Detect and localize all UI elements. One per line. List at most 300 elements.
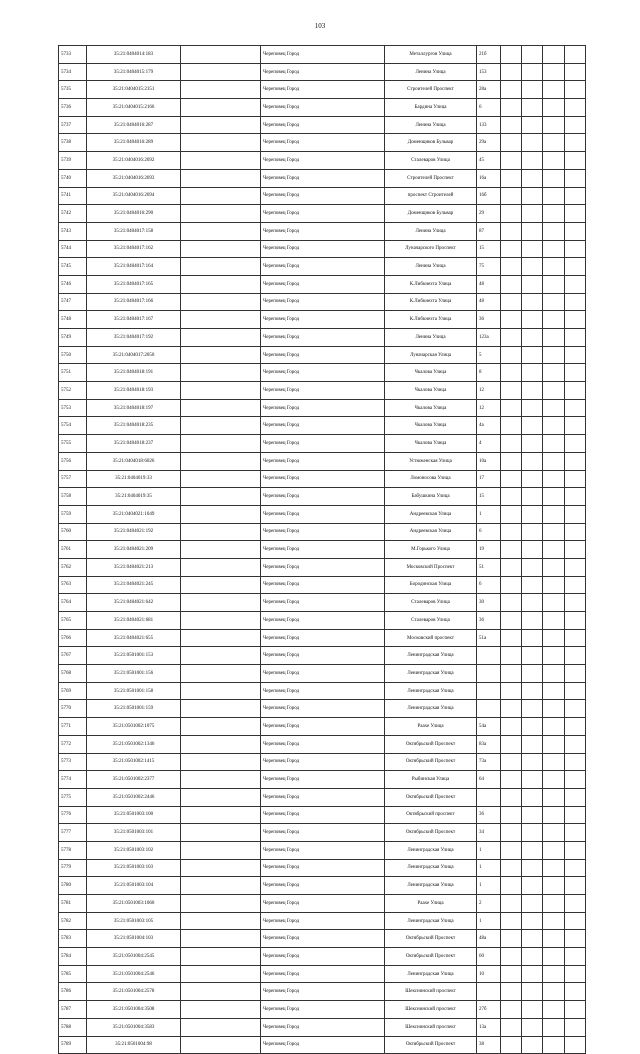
city-name: Череповец Город <box>261 382 385 400</box>
house-number: 51 <box>477 558 501 576</box>
empty-cell <box>181 329 261 347</box>
empty-cell <box>501 329 522 347</box>
empty-cell <box>522 169 543 187</box>
street-name: Московский Проспект <box>385 558 477 576</box>
empty-cell <box>501 63 522 81</box>
city-name: Череповец Город <box>261 81 385 99</box>
empty-cell <box>501 46 522 64</box>
city-name: Череповец Город <box>261 912 385 930</box>
empty-cell <box>543 169 565 187</box>
table-row <box>59 629 586 647</box>
empty-cell <box>565 240 586 258</box>
empty-cell <box>522 63 543 81</box>
table-row <box>59 329 586 347</box>
empty-cell <box>501 346 522 364</box>
empty-cell <box>501 930 522 948</box>
empty-cell <box>565 1036 586 1054</box>
empty-cell <box>543 965 565 983</box>
cadastral-number: 35:21:0404021:642 <box>87 594 181 612</box>
city-name: Череповец Город <box>261 806 385 824</box>
house-number: 45 <box>477 152 501 170</box>
table-row <box>59 169 586 187</box>
table-row <box>59 682 586 700</box>
street-name: Ленинградская Улица <box>385 700 477 718</box>
table-row <box>59 382 586 400</box>
record-number: 5734 <box>59 63 87 81</box>
table-row <box>59 222 586 240</box>
street-name: Луначарского Проспект <box>385 240 477 258</box>
street-name: Шекснинский проспект <box>385 983 477 1001</box>
empty-cell <box>543 594 565 612</box>
record-number: 5780 <box>59 877 87 895</box>
table-row <box>59 275 586 293</box>
record-number: 5749 <box>59 329 87 347</box>
registry-table <box>58 45 586 1054</box>
city-name: Череповец Город <box>261 258 385 276</box>
street-name: К.Либкнехта Улица <box>385 311 477 329</box>
empty-cell <box>181 258 261 276</box>
empty-cell <box>522 912 543 930</box>
empty-cell <box>501 523 522 541</box>
table-row <box>59 930 586 948</box>
cadastral-number: 35:21:0501001:158 <box>87 682 181 700</box>
house-number: 83а <box>477 735 501 753</box>
empty-cell <box>543 983 565 1001</box>
empty-cell <box>501 859 522 877</box>
empty-cell <box>565 382 586 400</box>
empty-cell <box>181 399 261 417</box>
empty-cell <box>522 346 543 364</box>
street-name: Сталеваров Улица <box>385 594 477 612</box>
empty-cell <box>522 541 543 559</box>
house-number: 6 <box>477 576 501 594</box>
empty-cell <box>543 912 565 930</box>
empty-cell <box>565 859 586 877</box>
city-name: Череповец Город <box>261 523 385 541</box>
empty-cell <box>543 222 565 240</box>
empty-cell <box>522 806 543 824</box>
record-number: 5744 <box>59 240 87 258</box>
house-number <box>477 665 501 683</box>
empty-cell <box>565 505 586 523</box>
cadastral-number: 35:21:0501001:153 <box>87 647 181 665</box>
house-number: 1 <box>477 505 501 523</box>
cadastral-number: 35:21:0501003:103 <box>87 859 181 877</box>
empty-cell <box>543 81 565 99</box>
cadastral-number: 35:21:0404017:164 <box>87 258 181 276</box>
empty-cell <box>565 99 586 117</box>
city-name: Череповец Город <box>261 329 385 347</box>
cadastral-number: 35:21:0404017:158 <box>87 222 181 240</box>
record-number: 5777 <box>59 824 87 842</box>
record-number: 5781 <box>59 895 87 913</box>
empty-cell <box>181 965 261 983</box>
empty-cell <box>181 647 261 665</box>
record-number: 5778 <box>59 841 87 859</box>
cadastral-number: 35:21:0404018:237 <box>87 435 181 453</box>
empty-cell <box>181 311 261 329</box>
empty-cell <box>501 558 522 576</box>
empty-cell <box>543 417 565 435</box>
empty-cell <box>522 258 543 276</box>
empty-cell <box>543 700 565 718</box>
record-number: 5779 <box>59 859 87 877</box>
city-name: Череповец Город <box>261 877 385 895</box>
empty-cell <box>543 753 565 771</box>
record-number: 5784 <box>59 948 87 966</box>
empty-cell <box>543 452 565 470</box>
city-name: Череповец Город <box>261 983 385 1001</box>
street-name: Шекснинский проспект <box>385 1018 477 1036</box>
empty-cell <box>522 523 543 541</box>
house-number: 29 <box>477 205 501 223</box>
empty-cell <box>543 116 565 134</box>
empty-cell <box>181 240 261 258</box>
record-number: 5766 <box>59 629 87 647</box>
record-number: 5745 <box>59 258 87 276</box>
cadastral-number: 35:21:0501002:2446 <box>87 788 181 806</box>
cadastral-number: 35:21:0404021:209 <box>87 541 181 559</box>
empty-cell <box>181 682 261 700</box>
record-number: 5787 <box>59 1001 87 1019</box>
empty-cell <box>543 1018 565 1036</box>
empty-cell <box>565 665 586 683</box>
table-row <box>59 541 586 559</box>
empty-cell <box>565 311 586 329</box>
cadastral-number: 35:21:0404016:290 <box>87 205 181 223</box>
house-number <box>477 700 501 718</box>
table-row <box>59 293 586 311</box>
street-name: М.Горького Улица <box>385 541 477 559</box>
empty-cell <box>565 222 586 240</box>
cadastral-number: 35:21:0404017:162 <box>87 240 181 258</box>
empty-cell <box>543 99 565 117</box>
city-name: Череповец Город <box>261 629 385 647</box>
empty-cell <box>501 841 522 859</box>
empty-cell <box>181 753 261 771</box>
table-row <box>59 523 586 541</box>
city-name: Череповец Город <box>261 205 385 223</box>
record-number: 5774 <box>59 771 87 789</box>
cadastral-number: 35:21:0404015:179 <box>87 63 181 81</box>
empty-cell <box>522 948 543 966</box>
empty-cell <box>501 293 522 311</box>
empty-cell <box>522 877 543 895</box>
street-name: Строителей Проспект <box>385 169 477 187</box>
city-name: Череповец Город <box>261 116 385 134</box>
record-number: 5733 <box>59 46 87 64</box>
empty-cell <box>501 81 522 99</box>
empty-cell <box>543 152 565 170</box>
empty-cell <box>565 647 586 665</box>
empty-cell <box>181 841 261 859</box>
record-number: 5758 <box>59 488 87 506</box>
empty-cell <box>501 116 522 134</box>
empty-cell <box>543 647 565 665</box>
empty-cell <box>565 735 586 753</box>
city-name: Череповец Город <box>261 1001 385 1019</box>
empty-cell <box>522 116 543 134</box>
empty-cell <box>501 771 522 789</box>
empty-cell <box>501 488 522 506</box>
cadastral-number: 35:21:0404017:165 <box>87 275 181 293</box>
cadastral-number: 35:21:0404016:2692 <box>87 152 181 170</box>
empty-cell <box>543 930 565 948</box>
empty-cell <box>565 824 586 842</box>
cadastral-number: 35:21:0501004:3508 <box>87 1001 181 1019</box>
empty-cell <box>543 576 565 594</box>
empty-cell <box>565 275 586 293</box>
street-name: Строителей Проспект <box>385 81 477 99</box>
house-number: 13а <box>477 1018 501 1036</box>
record-number: 5770 <box>59 700 87 718</box>
street-name: Чкалова Улица <box>385 399 477 417</box>
empty-cell <box>522 187 543 205</box>
city-name: Череповец Город <box>261 169 385 187</box>
empty-cell <box>181 558 261 576</box>
street-name: Октябрьский проспект <box>385 806 477 824</box>
house-number: 123а <box>477 329 501 347</box>
table-row <box>59 1036 586 1054</box>
empty-cell <box>565 718 586 736</box>
empty-cell <box>501 788 522 806</box>
street-name: Ленина Улица <box>385 258 477 276</box>
house-number: 48 <box>477 275 501 293</box>
house-number: 34 <box>477 824 501 842</box>
cadastral-number: 35:21:0501003:101 <box>87 824 181 842</box>
empty-cell <box>501 134 522 152</box>
house-number: 38 <box>477 1036 501 1054</box>
cadastral-number: 35:21:0404016:2693 <box>87 169 181 187</box>
house-number: 73а <box>477 753 501 771</box>
empty-cell <box>501 1018 522 1036</box>
city-name: Череповец Город <box>261 222 385 240</box>
empty-cell <box>543 134 565 152</box>
house-number: 30 <box>477 594 501 612</box>
empty-cell <box>565 152 586 170</box>
cadastral-number: 35:21:0501004:98 <box>87 1036 181 1054</box>
cadastral-number: 35:21:0404018:6026 <box>87 452 181 470</box>
cadastral-number: 35:21:0404014:183 <box>87 46 181 64</box>
street-name: Устюженская Улица <box>385 452 477 470</box>
empty-cell <box>543 895 565 913</box>
street-name: Ленинградская Улица <box>385 877 477 895</box>
empty-cell <box>543 329 565 347</box>
empty-cell <box>543 682 565 700</box>
empty-cell <box>501 576 522 594</box>
city-name: Череповец Город <box>261 452 385 470</box>
city-name: Череповец Город <box>261 417 385 435</box>
empty-cell <box>501 470 522 488</box>
table-row <box>59 311 586 329</box>
empty-cell <box>543 275 565 293</box>
empty-cell <box>181 859 261 877</box>
house-number: 48а <box>477 930 501 948</box>
empty-cell <box>501 435 522 453</box>
empty-cell <box>543 558 565 576</box>
empty-cell <box>181 806 261 824</box>
table-row <box>59 983 586 1001</box>
cadastral-number: 35:21:0501002:2377 <box>87 771 181 789</box>
table-row <box>59 205 586 223</box>
house-number: 153 <box>477 63 501 81</box>
city-name: Череповец Город <box>261 346 385 364</box>
street-name: Бородинская Улица <box>385 576 477 594</box>
empty-cell <box>543 293 565 311</box>
empty-cell <box>501 895 522 913</box>
house-number: 10 <box>477 965 501 983</box>
empty-cell <box>522 629 543 647</box>
empty-cell <box>501 258 522 276</box>
empty-cell <box>522 382 543 400</box>
empty-cell <box>522 435 543 453</box>
house-number: 133 <box>477 116 501 134</box>
house-number: 48 <box>477 293 501 311</box>
empty-cell <box>181 930 261 948</box>
empty-cell <box>522 311 543 329</box>
empty-cell <box>181 771 261 789</box>
city-name: Череповец Город <box>261 99 385 117</box>
street-name: Ленинградская Улица <box>385 859 477 877</box>
empty-cell <box>565 63 586 81</box>
empty-cell <box>501 806 522 824</box>
street-name: Доменщиков Бульвар <box>385 134 477 152</box>
empty-cell <box>181 1036 261 1054</box>
house-number: 4а <box>477 417 501 435</box>
empty-cell <box>543 382 565 400</box>
empty-cell <box>565 1001 586 1019</box>
cadastral-number: 35:21:0501004:103 <box>87 930 181 948</box>
street-name: Сталеваров Улица <box>385 612 477 630</box>
record-number: 5776 <box>59 806 87 824</box>
street-name: Доменщиков Бульвар <box>385 205 477 223</box>
street-name: Бабушкина Улица <box>385 488 477 506</box>
table-row <box>59 665 586 683</box>
record-number: 5739 <box>59 152 87 170</box>
empty-cell <box>522 293 543 311</box>
empty-cell <box>543 735 565 753</box>
empty-cell <box>181 205 261 223</box>
empty-cell <box>565 877 586 895</box>
empty-cell <box>565 46 586 64</box>
empty-cell <box>522 895 543 913</box>
empty-cell <box>543 505 565 523</box>
cadastral-number: 35:21:0404016:289 <box>87 134 181 152</box>
empty-cell <box>501 541 522 559</box>
city-name: Череповец Город <box>261 895 385 913</box>
record-number: 5751 <box>59 364 87 382</box>
street-name: Рыбинская Улица <box>385 771 477 789</box>
empty-cell <box>543 612 565 630</box>
city-name: Череповец Город <box>261 665 385 683</box>
table-row <box>59 594 586 612</box>
table-row <box>59 859 586 877</box>
city-name: Череповец Город <box>261 470 385 488</box>
house-number: 1 <box>477 912 501 930</box>
empty-cell <box>543 788 565 806</box>
house-number: 12 <box>477 399 501 417</box>
house-number: 1 <box>477 841 501 859</box>
empty-cell <box>181 523 261 541</box>
table-row <box>59 81 586 99</box>
empty-cell <box>501 665 522 683</box>
street-name: Ленина Улица <box>385 222 477 240</box>
cadastral-number: 35:21:0404018:193 <box>87 382 181 400</box>
city-name: Череповец Город <box>261 435 385 453</box>
empty-cell <box>565 417 586 435</box>
empty-cell <box>501 152 522 170</box>
empty-cell <box>181 417 261 435</box>
empty-cell <box>522 399 543 417</box>
empty-cell <box>565 452 586 470</box>
empty-cell <box>543 364 565 382</box>
empty-cell <box>181 594 261 612</box>
empty-cell <box>565 700 586 718</box>
empty-cell <box>565 576 586 594</box>
record-number: 5773 <box>59 753 87 771</box>
table-row <box>59 63 586 81</box>
empty-cell <box>181 293 261 311</box>
empty-cell <box>543 187 565 205</box>
empty-cell <box>522 488 543 506</box>
cadastral-number: 35:21:0404017:2050 <box>87 346 181 364</box>
empty-cell <box>565 948 586 966</box>
cadastral-number: 35:21:0404016:2694 <box>87 187 181 205</box>
registry-table-body <box>59 46 586 1054</box>
empty-cell <box>522 99 543 117</box>
table-row <box>59 647 586 665</box>
empty-cell <box>181 895 261 913</box>
cadastral-number: 35:21:0404017:166 <box>87 293 181 311</box>
house-number <box>477 682 501 700</box>
empty-cell <box>181 435 261 453</box>
city-name: Череповец Город <box>261 541 385 559</box>
table-row <box>59 788 586 806</box>
house-number: 36 <box>477 806 501 824</box>
table-row <box>59 965 586 983</box>
table-row <box>59 753 586 771</box>
table-row <box>59 258 586 276</box>
record-number: 5759 <box>59 505 87 523</box>
empty-cell <box>543 435 565 453</box>
table-row <box>59 505 586 523</box>
cadastral-number: 35:21:0404016:287 <box>87 116 181 134</box>
empty-cell <box>181 612 261 630</box>
record-number: 5771 <box>59 718 87 736</box>
city-name: Череповец Город <box>261 46 385 64</box>
table-row <box>59 346 586 364</box>
city-name: Череповец Город <box>261 930 385 948</box>
house-number: 28а <box>477 81 501 99</box>
record-number: 5763 <box>59 576 87 594</box>
empty-cell <box>565 399 586 417</box>
record-number: 5743 <box>59 222 87 240</box>
record-number: 5767 <box>59 647 87 665</box>
record-number: 5768 <box>59 665 87 683</box>
house-number: 19 <box>477 541 501 559</box>
empty-cell <box>565 488 586 506</box>
empty-cell <box>501 965 522 983</box>
empty-cell <box>501 647 522 665</box>
city-name: Череповец Город <box>261 576 385 594</box>
record-number: 5788 <box>59 1018 87 1036</box>
cadastral-number: 35:21:0501001:159 <box>87 700 181 718</box>
city-name: Череповец Город <box>261 771 385 789</box>
cadastral-number: 35:21:0404017:192 <box>87 329 181 347</box>
empty-cell <box>565 523 586 541</box>
house-number: 36 <box>477 612 501 630</box>
cadastral-number: 35:21:0404018:191 <box>87 364 181 382</box>
